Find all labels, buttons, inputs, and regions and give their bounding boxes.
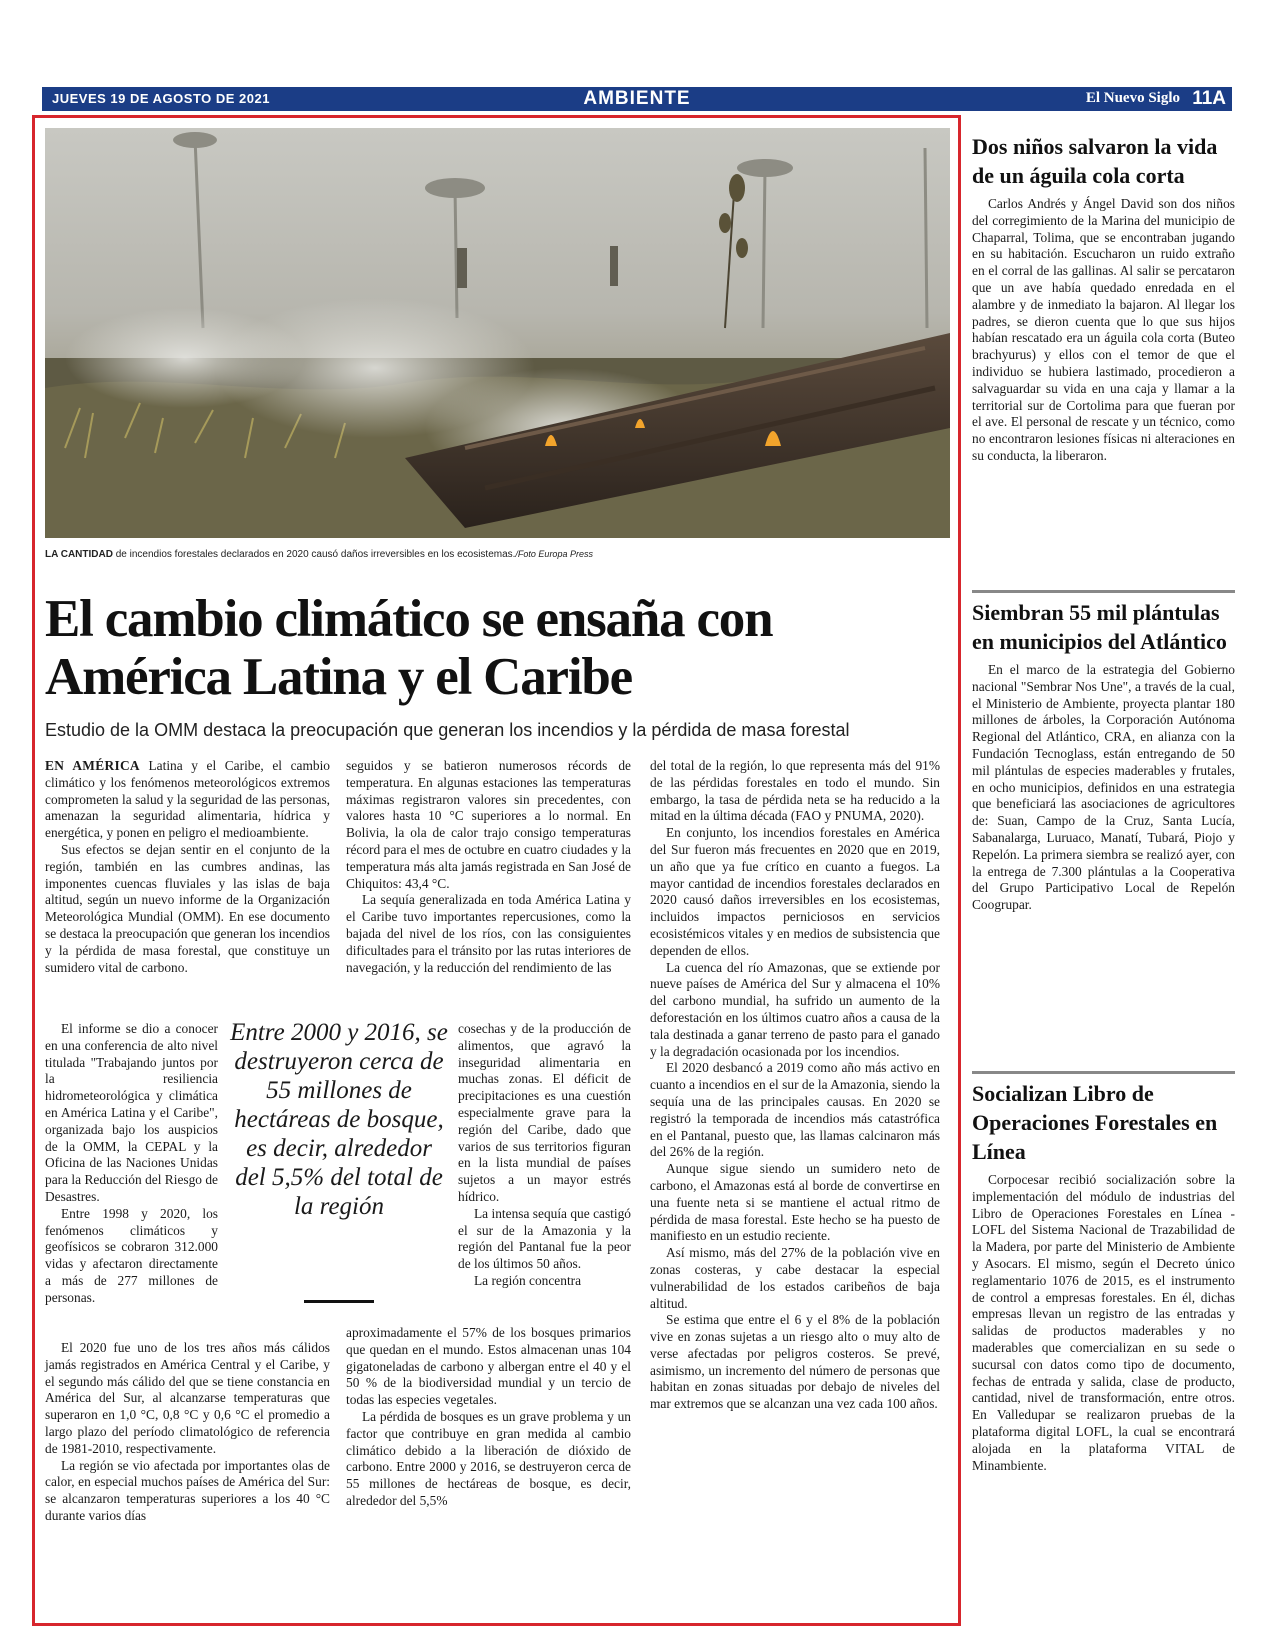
article-column-2 [346,758,631,976]
paragraph: Aunque sigue siendo un sumidero neto de carbono, el Amazonas está al borde de convertirse en una fuente neta si se mantiene el actual ritmo de pérdida de masa forestal. Este hecho se ha puesto de manifiesto en un estudio reciente. [650,1161,940,1244]
paragraph: La cuenca del río Amazonas, que se extiende por nueve países de América del Sur y almacena el 10% del carbono mundial, ha sufrido un aumento de la deforestación en los últimos cuatro años a causa de la tala destinada a ganar terreno de pasto para el ganado y la degradación ocasionada por los incendios. [650,959,940,1059]
sidebar-body: En el marco de la estrategia del Gobierno nacional "Sembrar Nos Une", a través de la cual, el Ministerio de Ambiente, proyecta plantar 180 millones de árboles, la Corporación Autónoma Regional del Atlántico, CRA, en alianza con la Fundación Tecnoglass, están entregando de 50 mil plántulas de especies maderables y frutales, en ocho municipios, definidos en una estrategia que beneficiará las asociaciones de agricultores de: Suan, Campo de la Cruz, Santa Lucía, Sabanalarga, Luruaco, Manatí, Tubará, Piojo y Repelón. La primera siembra se realizó ayer, con la entrega de 7.300 plántulas a la Cooperativa del Grupo Participativo Local de Repelón Coogrupar. [972,662,1235,913]
sidebar-body: Carlos Andrés y Ángel David son dos niños del corregimiento de la Marina del municipio de Chaparral, Tolima, que se encontraban jugando en su habitación. Escucharon un ruido extraño en el corral de las gallinas. Al salir se percataron que un ave había quedado enredada en el alambre y de inmediato la bajaron. Al llegar los padres, se dieron cuenta que lo que sus hijos habían rescatado era un águila cola corta (Buteo brachyurus) y ellos con el temor de que el individuo se hubiera lastimado, procedieron a salvaguardar su vida en una caja y llamar a la territorial sur de Cortolima para que fueran por el ave. El personal de rescate y un técnico, como no encontraron lesiones físicas ni alteraciones en su conducta, la liberaron. [972,196,1235,463]
paragraph: Se estima que entre el 6 y el 8% de la población vive en zonas sujetas a un riesgo alto o muy alto de verse afectadas por peligros costeros. Se prevé, asimismo, un incremento del número de personas que habitan en zonas situadas por debajo de niveles del mar extremos que se alcanzan una vez cada 100 años. [650,1312,940,1412]
paragraph: cosechas y de la producción de alimentos, que agravó la inseguridad alimentaria en muchas zonas. El déficit de precipitaciones es una cuestión especialmente grave para la región del Caribe, dado que varios de sus territorios figuran en la lista mundial de países sujetos a un mayor estrés hídrico. [458,1021,631,1204]
paragraph [45,758,330,842]
sidebar-headline: Socializan Libro de Operaciones Forestales en Línea [972,1081,1218,1164]
headline: El cambio climático se ensaña con América Latina y el Caribe [45,590,773,706]
paragraph: Sus efectos se dejan sentir en el conjunto de la región, también en las cumbres andinas, las imponentes cuencas fluviales y las islas de baja altitud, según un nuevo informe de la Organización Meteorológica Mundial (OMM). En ese documento se destaca la preocupación que generan los incendios y la pérdida de masa forestal, que constituye un sumidero vital de carbono. [45,841,330,975]
paragraph: La región se vio afectada por importantes olas de calor, en especial muchos países de América del Sur: se alcanzaron temperaturas superiores a los 40 °C durante varios días [45,1457,330,1523]
sidebar-story-seedlings [972,598,1235,914]
paragraph: seguidos y se batieron numerosos récords de temperatura. En algunas estaciones las temperaturas máximas registraron valores sin precedentes, con valores hasta 10 °C superiores a lo normal. En Bolivia, la ola de calor trajo consigo temperaturas récord para el mes de octubre en cuatro ciudades y la temperatura más alta jamás registrada en San José de Chiquitos: 43,4 °C. [346,758,631,891]
caption-lead: LA CANTIDAD [45,549,113,560]
paragraph: La intensa sequía que castigó el sur de la Amazonia y la región del Pantanal fue la peor de los últimos 50 años. [458,1205,631,1272]
article-column-1-narrow [45,1021,218,1307]
caption-text: de incendios forestales declarados en 2020 causó daños irreversibles en los ecosistemas. [112,549,516,560]
paragraph: En conjunto, los incendios forestales en América del Sur fueron más frecuentes en 2020 que en 2019, un año que ya fue crítico en cuanto a fuegos. La mayor cantidad de incendios forestales declarados en 2020 causó daños irreversibles en los ecosistemas, incluidos impactos perniciosos en servicios ecosistémicos vitales y en medios de subsistencia que dependen de ellos. [650,825,940,958]
page-header-bar [42,87,1232,111]
subheadline: Estudio de la OMM destaca la preocupación que generan los incendios y la pérdida de masa forestal [45,720,850,740]
section-name: AMBIENTE [583,88,691,109]
photo-credit: /Foto Europa Press [515,549,593,559]
paragraph: La pérdida de bosques es un grave problema y un factor que contribuye en gran medida al cambio climático debido a la liberación de dióxido de carbono. Entre 2000 y 2016, se destruyeron cerca de 55 millones de hectáreas de bosque, es decir, alrededor del 5,5% [346,1408,631,1508]
sidebar-divider [972,590,1235,593]
sidebar-headline: Dos niños salvaron la vida de un águila cola corta [972,134,1218,188]
paragraph: Así mismo, más del 27% de la población vive en zonas costeras, y cabe destacar la especial vulnerabilidad de los estados caribeños de baja altitud. [650,1245,940,1311]
sidebar-story-lofl [972,1079,1235,1474]
sidebar-divider [972,1071,1235,1074]
pull-quote-rule [304,1300,374,1303]
sidebar-story-eagle [972,132,1235,465]
lead-in: EN AMÉRICA [45,758,140,773]
sidebar-body: Corpocesar recibió socialización sobre la implementación del módulo de industrias del Libro de Operaciones Forestales en Línea -LOFL del Sistema Nacional de Trazabilidad de la Madera, por parte del Ministerio de Ambiente y Asocars. El mismo, según el Decreto único reglamentario 1076 de 2015, es el instrumento de control a empresas forestales. En él, dichas empresas llevan un registro de las entradas y salidas de productos maderables y no maderables que comercializan en su sede o sucursal con datos como tipo de documento, fechas de entrada y salida, clase de producto, cantidad, nivel de transformación, entre otros. En Valledupar se realizaron pruebas de la plataforma digital LOFL, la cual se encontrará alojada en la plataforma VITAL de Minambiente. [972,1172,1235,1473]
paragraph: del total de la región, lo que representa más del 91% de las pérdidas forestales en todo el mundo. Sin embargo, la tasa de pérdida neta se ha reducido a la mitad en la última década (FAO y PNUMA, 2020). [650,758,940,824]
sidebar-headline: Siembran 55 mil plántulas en municipios del Atlántico [972,600,1227,654]
paragraph: El 2020 fue uno de los tres años más cálidos jamás registrados en América Central y el Caribe, y el segundo más cálido del que se tiene constancia en América del Sur, al alcanzarse temperaturas que superaron en 1,0 °C, 0,8 °C y 0,6 °C el promedio a largo plazo del período climatológico de referencia de 1981-2010, respectivamente. [45,1340,330,1456]
page-number: 11A [1192,88,1226,109]
paragraph: Entre 1998 y 2020, los fenómenos climáticos y geofísicos se cobraron 312.000 vidas y afectaron directamente a más de 277 millones de personas. [45,1205,218,1305]
pull-quote: Entre 2000 y 2016, se destruyeron cerca de 55 millones de hectáreas de bosque, es decir, alrededor del 5,5% del total de la región [230,1019,448,1220]
article-column-1-bottom [45,1340,330,1525]
paragraph: El 2020 desbancó a 2019 como año más activo en cuanto a incendios en el sur de la Amazonia, siendo la sequía una de las principales causas. En 2020 se registró la temporada de incendios más catastrófica en el Pantanal, puesto que, las llamas calcinaron más del 26% de la región. [650,1060,940,1160]
article-column-2-bottom [346,1325,631,1510]
paragraph: El informe se dio a conocer en una conferencia de alto nivel titulada "Trabajando juntos por la resiliencia hidrometeorológica y climática en América Latina y el Caribe", organizada bajo los auspicios de la OMM, la CEPAL y la Oficina de las Naciones Unidas para la Reducción del Riesgo de Desastres. [45,1021,218,1204]
article-column-1 [45,758,330,976]
article-column-3 [650,758,940,1413]
paragraph: La región concentra [474,1272,582,1288]
photo-caption [45,549,950,560]
issue-date: JUEVES 19 DE AGOSTO DE 2021 [52,91,270,106]
newspaper-name: El Nuevo Siglo [1085,90,1180,106]
article-column-2-narrow [458,1021,631,1290]
paragraph: aproximadamente el 57% de los bosques primarios que quedan en el mundo. Estos almacenan unas 104 gigatoneladas de carbono y albergan entre el 40 y el 50 % de la biodiversidad mundial y un tercio de todas las especies vegetales. [346,1325,631,1408]
forest-fire-photo [45,128,950,538]
paragraph: La sequía generalizada en toda América Latina y el Caribe tuvo importantes repercusiones, como la bajada del nivel de los ríos, con las consiguientes dificultades para el tránsito por las rutas interiores de navegación, y la reducción del rendimiento de las [346,892,631,975]
paragraph-text: Latina y el Caribe, el cambio climático y los fenómenos meteorológicos extremos comprometen la salud y la seguridad de las personas, amenazan la seguridad alimentaria, hídrica y energética, y ponen en peligro el medioambiente. [45,758,330,841]
